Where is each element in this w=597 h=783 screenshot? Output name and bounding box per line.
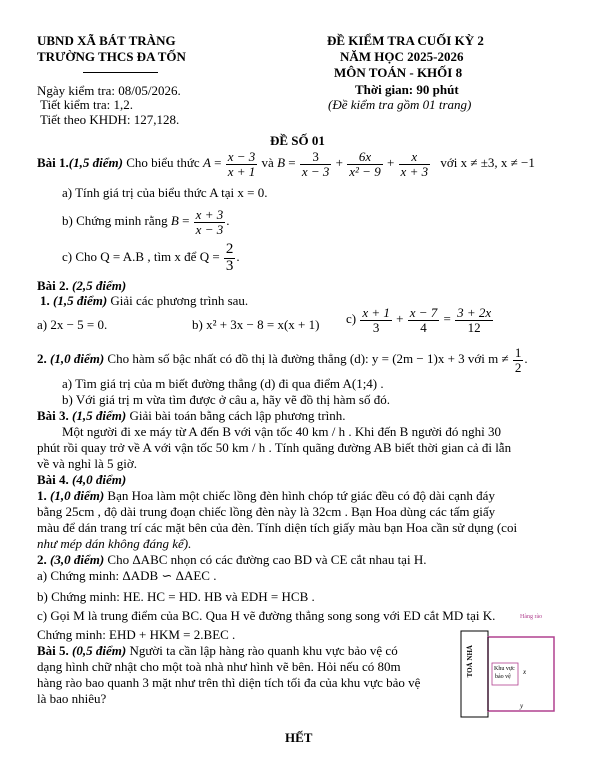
exam-date: Ngày kiểm tra: 08/05/2026. — [37, 83, 181, 98]
bai1-part-c: c) Cho Q = A.B , tìm x để Q = $\frac{2}{3}$ . — [62, 241, 240, 274]
header-underline — [83, 72, 158, 73]
side-x-label: x — [523, 668, 527, 676]
zone-label-1: Khu vực — [494, 666, 515, 672]
bai2-eq-b: b) x² + 3x − 8 = x(x + 1) — [192, 317, 320, 332]
bai4-part1-line3: màu để dán trang trí các mặt bên của đèn. Tính diện tích giấy màu bạn Hoa cần sử dụng (coi — [37, 520, 518, 535]
bai4-heading: Bài 4. (4,0 điểm) — [37, 472, 127, 487]
bai2-eq-c: c) $\frac{x + 1}{3}$ + $\frac{x - 7}{4}$ = $\frac{3 + 2x}{12}$ — [346, 305, 492, 335]
bai2-heading: Bài 2. (2,5 điểm) — [37, 278, 127, 293]
bai2-eq-a: a) 2x − 5 = 0. — [37, 317, 108, 332]
bai3-line2: phút rồi quay trở về A với vận tốc 50 km / h . Tính quãng đường AB biết thời gian cả đi lẫn — [37, 440, 512, 455]
district-name: UBND XÃ BÁT TRÀNG — [37, 33, 176, 48]
bai2-part2: 2. (1,0 điểm) Cho hàm số bậc nhất có đồ thị là đường thẳng (d): y = (2m − 1)x + 3 với m ≠ $\frac{1}{2}$ . — [37, 345, 528, 375]
exam-title: ĐỀ KIỂM TRA CUỐI KỲ 2 — [327, 33, 484, 48]
side-y-label: y — [520, 702, 524, 710]
subject: MÔN TOÁN - KHỐI 8 — [334, 65, 463, 80]
end-marker: HẾT — [285, 730, 313, 745]
bai1-statement: Bài 1.(1,5 điểm) Cho biểu thức A = $\frac{x - 3}{x + 1}$ và B = $\frac{3}{x - 3}$ + $\frac{6x}{\text{x² − 9}}$ + $\frac{x}{x + 3}$ với x ≠ ±3, x ≠ −1 — [37, 149, 535, 179]
school-name: TRƯỜNG THCS ĐA TỐN — [37, 49, 186, 64]
fence-figure — [458, 615, 558, 725]
bai4-part2-c1: c) Gọi M là trung điểm của BC. Qua H vẽ đường thẳng song song với ED cắt MD tại K. — [37, 608, 496, 623]
page-count: (Đề kiểm tra gồm 01 trang) — [328, 97, 472, 112]
building-label: TOÀ NHÀ — [466, 645, 474, 678]
bai4-part2-b: b) Chứng minh: HE. HC = HD. HB và EDH = HCB . — [37, 589, 315, 604]
exam-time: Thời gian: 90 phút — [355, 82, 459, 97]
exam-periods: Tiết kiểm tra: 1,2. — [40, 97, 134, 112]
bai2-part1: 1. (1,5 điểm) Giải các phương trình sau. — [40, 293, 249, 308]
zone-label-2: bảo vệ — [495, 674, 511, 680]
exam-code: ĐỀ SỐ 01 — [270, 133, 325, 148]
fence-label: Hàng rào — [520, 614, 543, 620]
bai5-line2: dạng hình chữ nhật cho một toà nhà như hình vẽ bên. Hỏi nếu có 80m — [37, 659, 401, 674]
bai3-line3: về và nghỉ là 5 giờ. — [37, 456, 138, 471]
bai4-part1-line1: 1. (1,0 điểm) Bạn Hoa làm một chiếc lồng đèn hình chóp tứ giác đều có độ dài cạnh đáy — [37, 488, 495, 503]
bai4-part2-c2: Chứng minh: EHD + HKM = 2.BEC . — [37, 627, 236, 642]
bai4-part1-line2: bằng 25cm , độ dài trung đoạn chiếc lồng đèn này là 32cm . Bạn Hoa dùng các tấm giấy — [37, 504, 496, 519]
bai4-part2-a: a) Chứng minh: ΔADB ∽ ΔAEC . — [37, 568, 217, 583]
bai5-line4: là bao nhiêu? — [37, 691, 107, 706]
bai5-line3: hàng rào bao quanh 3 mặt như trên thì diện tích tối đa của khu vực bảo vệ — [37, 675, 421, 690]
bai4-part1-line4: như mép dán không đáng kể). — [37, 536, 192, 551]
bai5-line1: Bài 5. (0,5 điểm) Người ta cần lập hàng rào quanh khu vực bảo vệ có — [37, 643, 398, 658]
bai1-part-a: a) Tính giá trị của biểu thức A tại x = 0. — [62, 185, 268, 200]
bai2-part2-a: a) Tìm giá trị của m biết đường thẳng (d) đi qua điểm A(1;4) . — [62, 376, 384, 391]
bai1-part-b: b) Chứng minh rằng B = $\frac{x + 3}{x - 3}$ . — [62, 207, 230, 237]
exam-plan: Tiết theo KHDH: 127,128. — [40, 112, 180, 127]
bai3-heading: Bài 3. (1,5 điểm) Giải bài toán bằng cách lập phương trình. — [37, 408, 346, 423]
bai3-line1: Một người đi xe máy từ A đến B với vận tốc 40 km / h . Khi đến B người đó nghỉ 30 — [62, 424, 501, 439]
bai4-part2: 2. (3,0 điểm) Cho ΔABC nhọn có các đường cao BD và CE cắt nhau tại H. — [37, 552, 427, 567]
bai2-part2-b: b) Với giá trị m vừa tìm được ở câu a, hãy vẽ đồ thị hàm số đó. — [62, 392, 390, 407]
school-year: NĂM HỌC 2025-2026 — [340, 49, 464, 64]
